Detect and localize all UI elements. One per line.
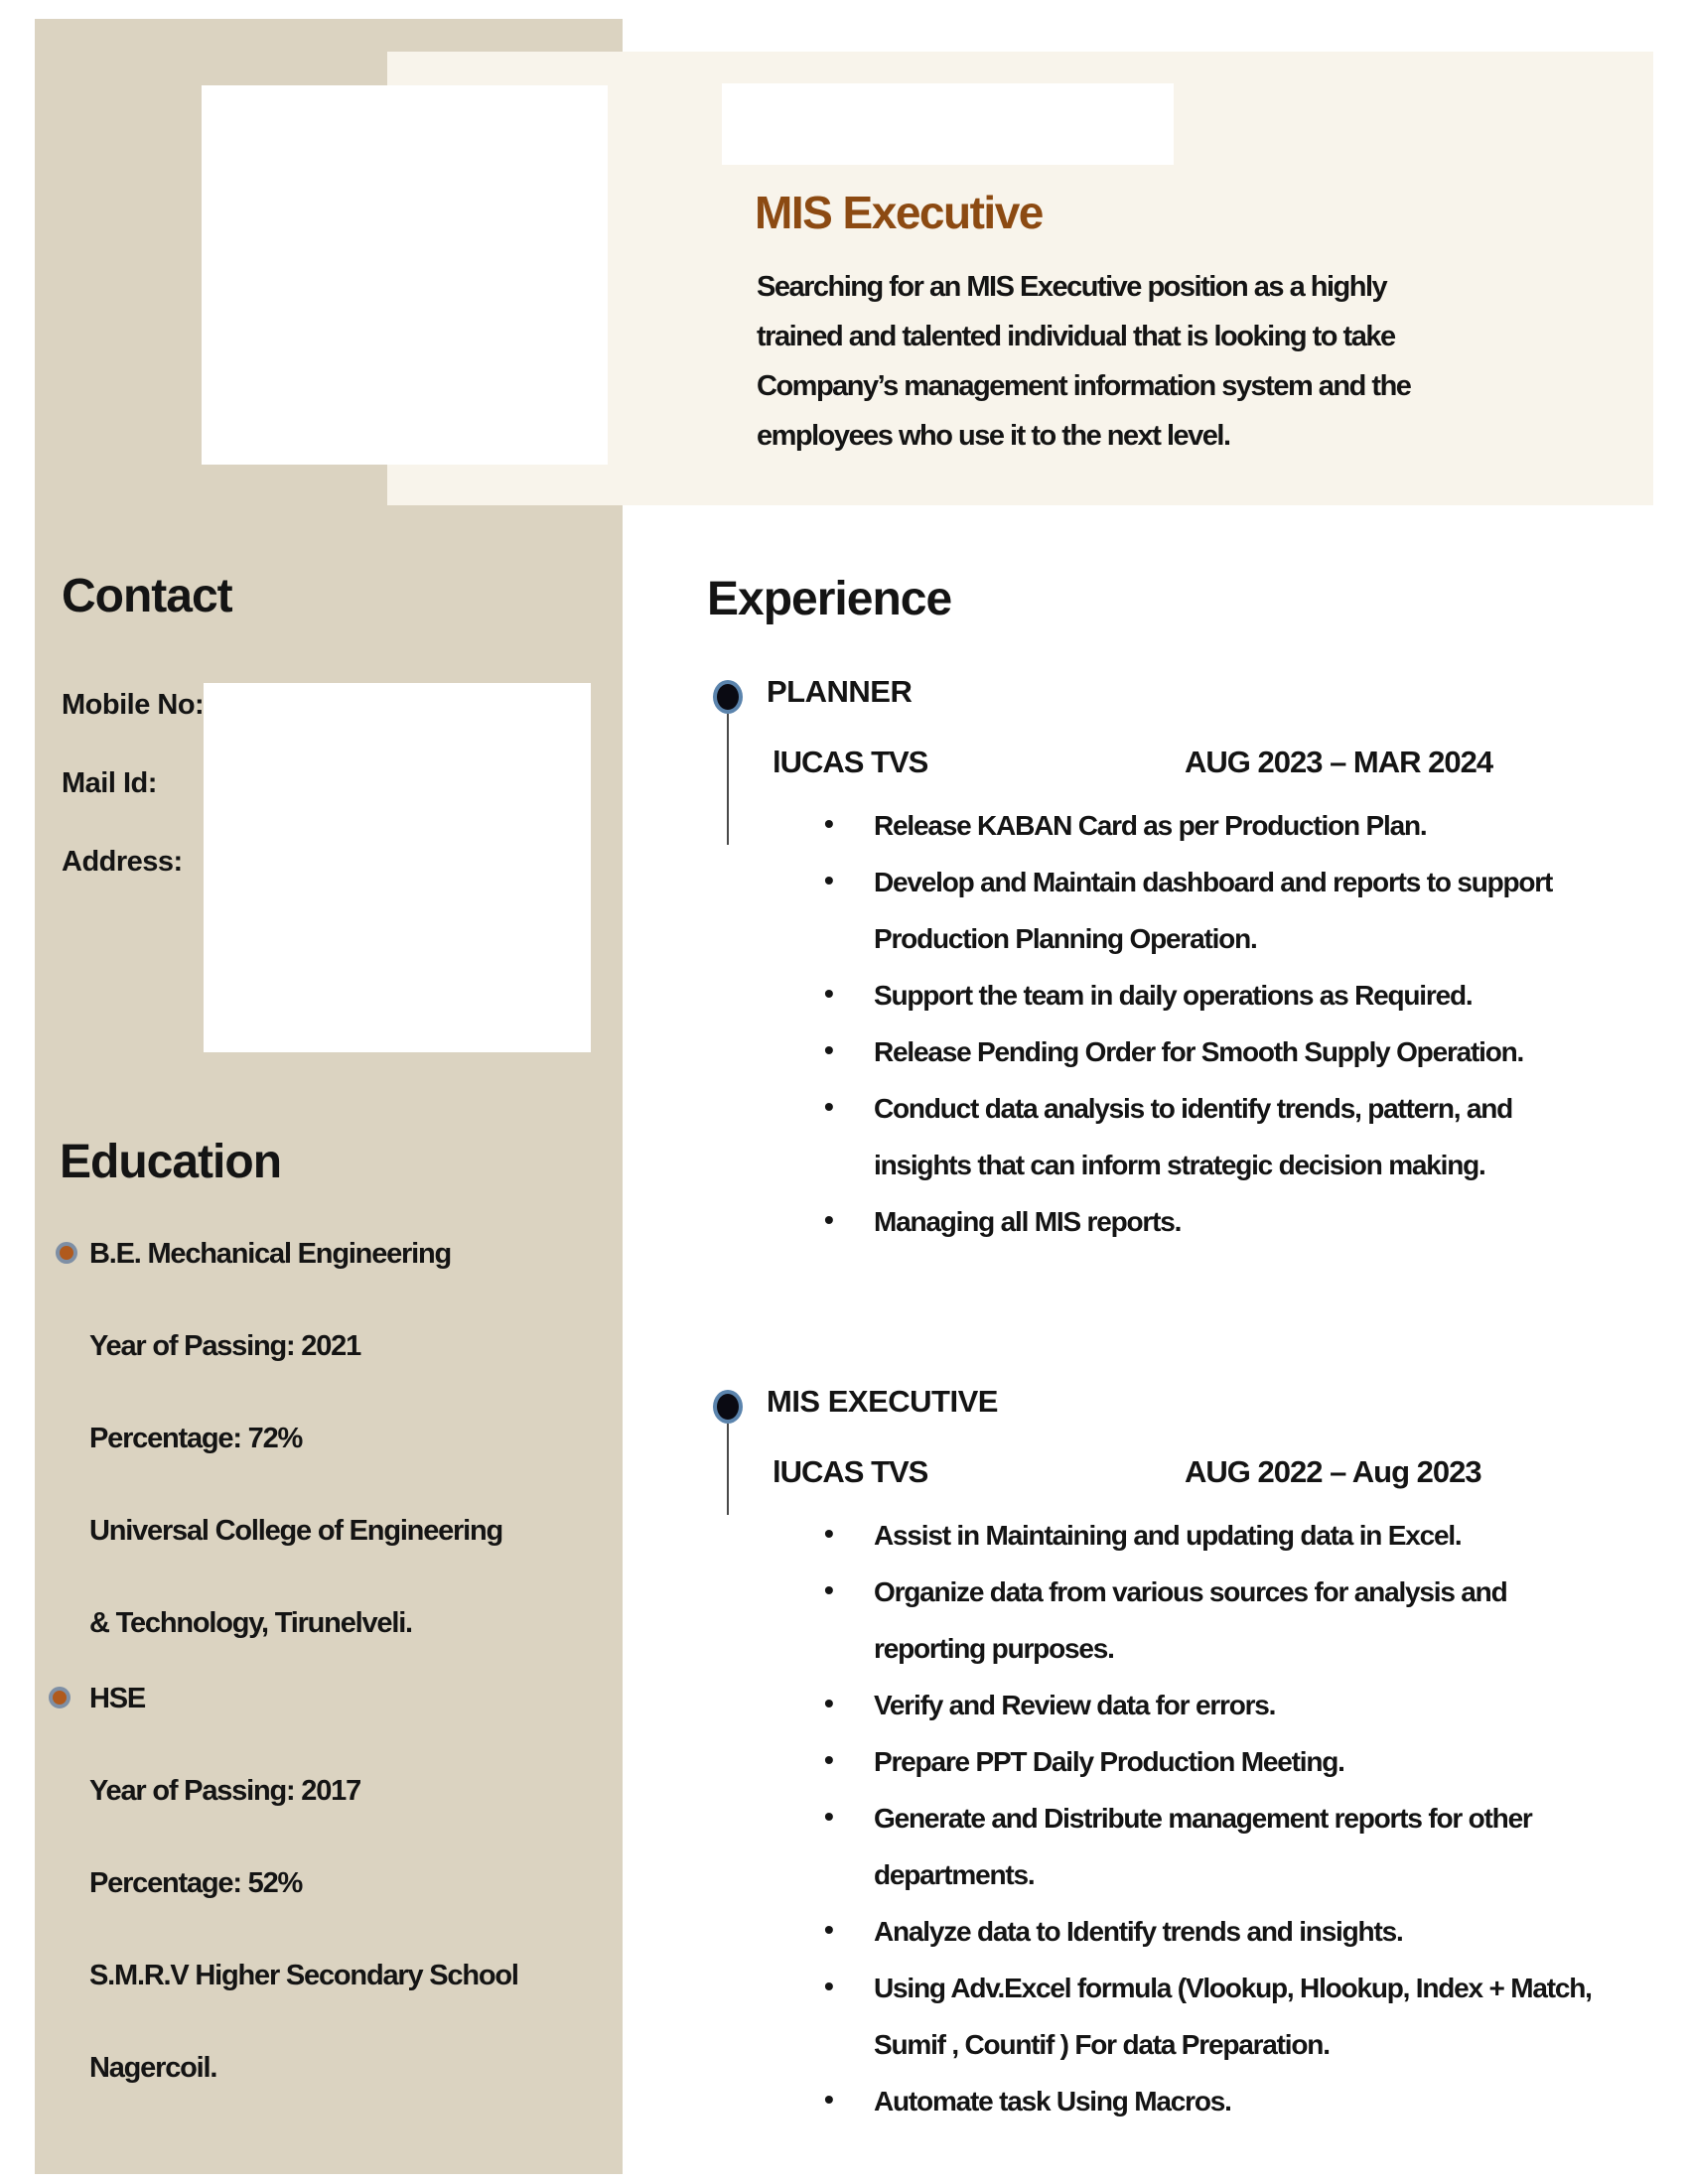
bullet-line: [824, 1091, 1658, 1149]
bullet-text: Conduct data analysis to identify trends, pattern, and: [874, 1093, 1513, 1124]
job-dates: AUG 2023 – MAR 2024: [1185, 745, 1493, 779]
education-bullet-icon: [49, 1687, 70, 1708]
bullet-dot-icon: •: [824, 1744, 833, 1775]
bullet-text: Sumif , Countif ) For data Preparation.: [874, 2029, 1330, 2060]
contact-field-label: Address:: [62, 846, 183, 878]
bullet-dot-icon: •: [824, 1914, 833, 1945]
education-line: & Technology, Tirunelveli.: [89, 1607, 412, 1639]
bullet-text: Using Adv.Excel formula (Vlookup, Hlookup, Index + Match,: [874, 1973, 1592, 2003]
bullet-text: Release KABAN Card as per Production Plan.: [874, 810, 1427, 841]
bullet-line: [824, 1688, 1658, 1745]
bullet-text: Generate and Distribute management reports for other: [874, 1803, 1532, 1834]
contact-field-label: Mobile No:: [62, 689, 205, 721]
bullet-text: Assist in Maintaining and updating data in Excel.: [874, 1520, 1462, 1551]
bullet-text: Release Pending Order for Smooth Supply Operation.: [874, 1036, 1524, 1067]
timeline-line: [727, 714, 729, 845]
bullet-dot-icon: •: [824, 865, 833, 895]
bullet-line: [874, 1632, 1658, 1689]
timeline-marker-icon: [713, 1390, 743, 1424]
company-row: [773, 1454, 1487, 1494]
bullet-text: Analyze data to Identify trends and insights.: [874, 1916, 1403, 1947]
bullet-text: Managing all MIS reports.: [874, 1206, 1182, 1237]
photo-placeholder: [202, 85, 608, 465]
education-line: B.E. Mechanical Engineering: [89, 1238, 452, 1270]
objective-line: employees who use it to the next level.: [757, 420, 1230, 452]
job-bullet-list: [824, 1518, 1658, 2141]
education-line: Universal College of Engineering: [89, 1515, 503, 1547]
bullet-line: [824, 1744, 1658, 1802]
bullet-dot-icon: •: [824, 978, 833, 1009]
bullet-text: reporting purposes.: [874, 1633, 1114, 1664]
bullet-line: [874, 2028, 1658, 2085]
bullet-line: [824, 1801, 1658, 1858]
bullet-line: [824, 978, 1658, 1035]
bullet-dot-icon: •: [824, 1034, 833, 1065]
company-name: lUCAS TVS: [773, 745, 928, 779]
education-item: [89, 1682, 626, 2143]
bullet-dot-icon: •: [824, 808, 833, 839]
education-bullet-icon: [56, 1242, 77, 1264]
bullet-line: [824, 1204, 1658, 1262]
bullet-line: [874, 922, 1658, 979]
bullet-text: Production Planning Operation.: [874, 923, 1257, 954]
bullet-line: [874, 1858, 1658, 1915]
company-name: lUCAS TVS: [773, 1454, 928, 1489]
bullet-text: Develop and Maintain dashboard and reports to support: [874, 867, 1553, 897]
company-row: [773, 745, 1493, 784]
bullet-dot-icon: •: [824, 1801, 833, 1832]
bullet-line: [824, 808, 1658, 866]
bullet-line: [824, 1574, 1658, 1632]
contact-fields: [62, 688, 389, 923]
bullet-text: Automate task Using Macros.: [874, 2086, 1231, 2116]
job-dates: AUG 2022 – Aug 2023: [1185, 1454, 1481, 1489]
education-line: S.M.R.V Higher Secondary School: [89, 1960, 518, 1991]
objective-line: Company’s management information system and the: [757, 370, 1411, 402]
education-line: Year of Passing: 2017: [89, 1775, 361, 1807]
education-item: [89, 1237, 626, 1699]
bullet-line: [824, 2084, 1658, 2141]
timeline-line: [727, 1424, 729, 1515]
job-title: PLANNER: [767, 674, 913, 709]
bullet-line: [824, 1914, 1658, 1972]
bullet-line: [824, 1034, 1658, 1092]
bullet-dot-icon: •: [824, 1204, 833, 1235]
objective-text: [757, 269, 1531, 468]
job-bullet-list: [824, 808, 1658, 1262]
timeline-marker-icon: [713, 680, 743, 714]
education-line: Percentage: 72%: [89, 1423, 303, 1454]
education-heading: Education: [60, 1136, 282, 1188]
bullet-text: Organize data from various sources for analysis and: [874, 1576, 1507, 1607]
job-title: MIS EXECUTIVE: [767, 1384, 998, 1419]
education-line: Nagercoil.: [89, 2052, 217, 2084]
education-line: Year of Passing: 2021: [89, 1330, 361, 1362]
education-line: HSE: [89, 1683, 146, 1714]
bullet-dot-icon: •: [824, 1688, 833, 1718]
experience-heading: Experience: [707, 573, 952, 625]
bullet-text: Support the team in daily operations as Required.: [874, 980, 1473, 1011]
bullet-text: departments.: [874, 1859, 1035, 1890]
bullet-dot-icon: •: [824, 2084, 833, 2115]
contact-field-label: Mail Id:: [62, 767, 157, 799]
bullet-line: [824, 1971, 1658, 2028]
bullet-line: [824, 865, 1658, 922]
bullet-dot-icon: •: [824, 1971, 833, 2001]
bullet-dot-icon: •: [824, 1574, 833, 1605]
bullet-line: [874, 1149, 1658, 1205]
bullet-dot-icon: •: [824, 1091, 833, 1122]
bullet-text: Verify and Review data for errors.: [874, 1690, 1276, 1720]
name-placeholder: [722, 83, 1174, 165]
contact-heading: Contact: [62, 570, 232, 622]
bullet-dot-icon: •: [824, 1518, 833, 1549]
education-line: Percentage: 52%: [89, 1867, 303, 1899]
page-title: MIS Executive: [755, 187, 1043, 238]
bullet-line: [824, 1518, 1658, 1575]
objective-line: trained and talented individual that is looking to take: [757, 321, 1395, 352]
bullet-text: Prepare PPT Daily Production Meeting.: [874, 1746, 1344, 1777]
objective-line: Searching for an MIS Executive position as a highly: [757, 271, 1387, 303]
bullet-text: insights that can inform strategic decision making.: [874, 1150, 1485, 1180]
